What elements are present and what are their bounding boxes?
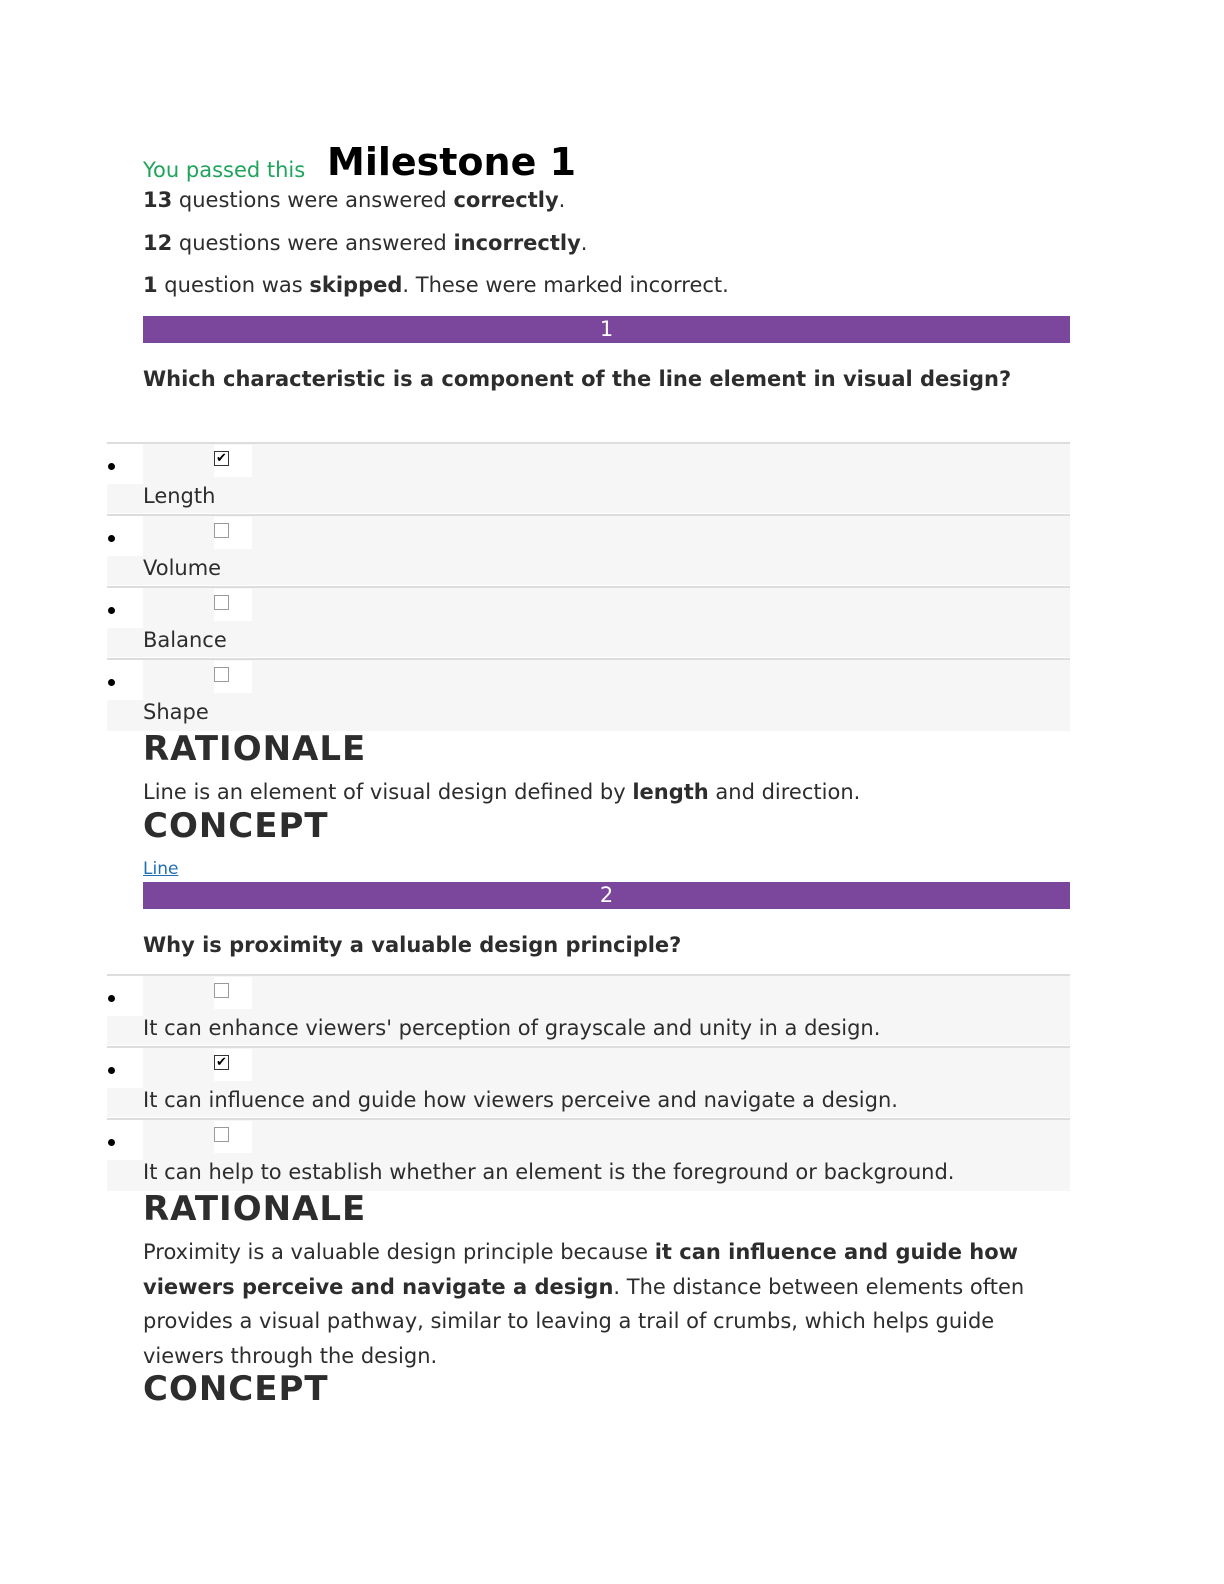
correct-summary: 13 questions were answered correctly. (143, 188, 566, 212)
checkbox[interactable] (214, 1127, 229, 1142)
question-number-bar: 1 (143, 316, 1070, 343)
rationale-heading: RATIONALE (143, 729, 367, 769)
bullet-icon (108, 1067, 115, 1074)
bullet-area (107, 588, 143, 628)
bullet-area (107, 444, 143, 484)
bullet-area (107, 1120, 143, 1160)
rationale-text: Proximity is a valuable design principle because it can influence and guide how viewers perceive and navigate a design. The distance between elements often provides a visual pathway, similar to leaving a trail of crumbs, which helps guide viewers through the design. (143, 1240, 1025, 1368)
option-label: It can enhance viewers' perception of grayscale and unity in a design. (143, 1016, 881, 1040)
passed-label: You passed this (143, 158, 306, 182)
answer-option[interactable] (107, 658, 1070, 731)
bullet-icon (108, 1139, 115, 1146)
answer-option[interactable] (107, 1118, 1070, 1191)
bullet-icon (108, 535, 115, 542)
rationale-heading: RATIONALE (143, 1189, 367, 1229)
bullet-area (107, 1048, 143, 1088)
bullet-area (107, 976, 143, 1016)
bullet-icon (108, 463, 115, 470)
checkbox[interactable] (214, 667, 229, 682)
bullet-icon (108, 995, 115, 1002)
option-label: It can help to establish whether an element is the foreground or background. (143, 1160, 955, 1184)
incorrect-summary: 12 questions were answered incorrectly. (143, 231, 588, 255)
question-text: Why is proximity a valuable design principle? (143, 933, 682, 957)
concept-link[interactable]: Line (143, 859, 179, 879)
rationale-text: Line is an element of visual design defined by length and direction. (143, 780, 861, 804)
page-title: Milestone 1 (327, 140, 577, 184)
skipped-summary: 1 question was skipped. These were marked incorrect. (143, 273, 729, 297)
option-label: Volume (143, 556, 222, 580)
checkbox[interactable]: ✔ (214, 1055, 229, 1070)
answer-option[interactable] (107, 974, 1070, 1045)
checkbox[interactable] (214, 523, 229, 538)
option-label: Balance (143, 628, 227, 652)
option-label: It can influence and guide how viewers perceive and navigate a design. (143, 1088, 898, 1112)
answer-option[interactable] (107, 1046, 1070, 1117)
answer-option[interactable] (107, 514, 1070, 585)
checkbox[interactable]: ✔ (214, 451, 229, 466)
checkbox[interactable] (214, 983, 229, 998)
question-number-bar: 2 (143, 882, 1070, 909)
concept-heading: CONCEPT (143, 1369, 329, 1409)
concept-heading: CONCEPT (143, 806, 329, 846)
bullet-area (107, 516, 143, 556)
bullet-icon (108, 679, 115, 686)
answer-option[interactable] (107, 442, 1070, 513)
answer-option[interactable] (107, 586, 1070, 657)
checkbox[interactable] (214, 595, 229, 610)
question-text: Which characteristic is a component of the line element in visual design? (143, 367, 1012, 391)
option-label: Length (143, 484, 216, 508)
option-label: Shape (143, 700, 209, 724)
bullet-area (107, 660, 143, 700)
bullet-icon (108, 607, 115, 614)
